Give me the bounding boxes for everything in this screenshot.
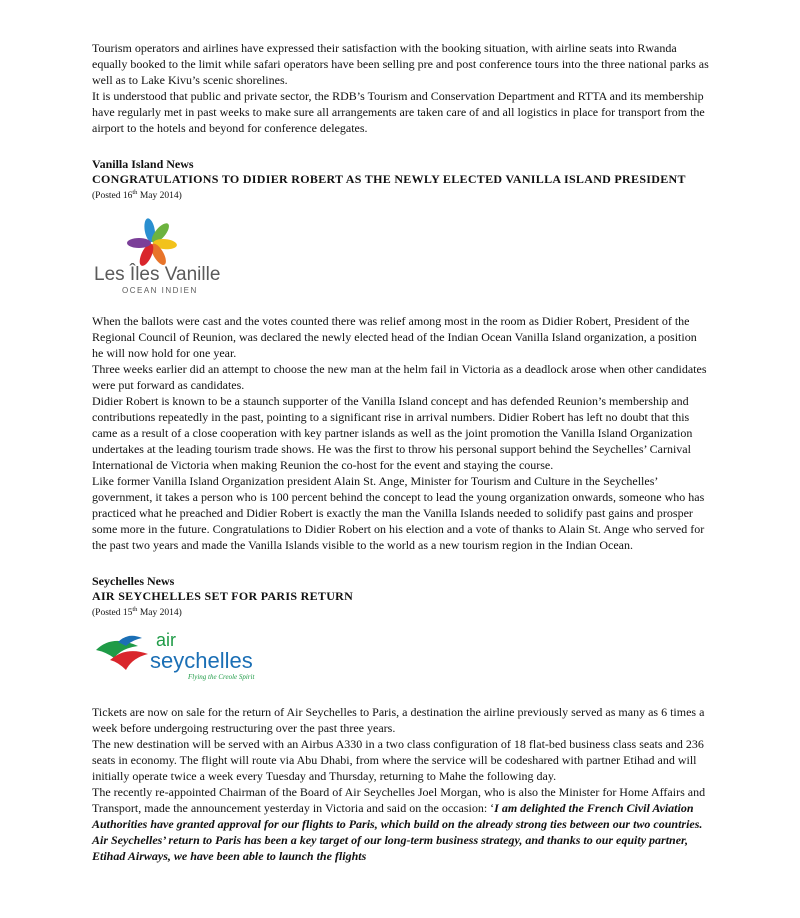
seychelles-article	[92, 573, 710, 864]
svg-text:Les Îles Vanille: Les Îles Vanille	[94, 264, 221, 286]
quoted-statement: I am delighted the French Civil Aviation Authorities have granted approval for our flights to Paris, which build on the already strong ties between our two countries. Air Seychelles’ return to Paris has been a key target of our long-term business strategy, and thanks to our equity partner, Etihad Airways, we have been able to launch the flights	[92, 801, 703, 864]
air-seychelles-logo	[92, 624, 292, 682]
section-label: Seychelles News	[92, 574, 175, 589]
vanilla-paragraph-2: Three weeks earlier did an attempt to choose the new man at the helm fail in Victoria as a deadlock arose when other candidates were put forward as candidates.	[92, 362, 707, 393]
svg-text:Flying the Creole Spirit: Flying the Creole Spirit	[188, 673, 255, 682]
article-headline: AIR SEYCHELLES SET FOR PARIS RETURN	[92, 589, 354, 604]
seychelles-paragraph-3: The recently re-appointed Chairman of the Board of Air Seychelles Joel Morgan, who is also the Minister for Home Affairs and Transport, made the announcement yesterday in Victoria and said on the occasion: ‘I am delighted the French Civil Aviation Authorities have granted approval for our flights to Paris, which build on the already strong ties between our two countries. Air Seychelles’ return to Paris has been a key target of our long-term business strategy, and thanks to our equity partner, Etihad Airways, we have been able to launch the flights	[92, 785, 706, 864]
svg-text:OCEAN INDIEN: OCEAN INDIEN	[122, 286, 198, 296]
seychelles-paragraph-1: Tickets are now on sale for the return of Air Seychelles to Paris, a destination the airline previously served as many as 6 times a week before undergoing restructuring over the past three years.	[92, 705, 705, 736]
section-label: Vanilla Island News	[92, 157, 194, 171]
vanilla-paragraph-4: Like former Vanilla Island Organization president Alain St. Ange, Minister for Tourism and Culture in the Seychelles’ government, it takes a person who is 100 percent behind the concept to lead the young organization onwards, someone who has practiced what he preached and Didier Robert is exactly the man the Vanilla Islands needed to solidify past gains and prosper some more in the future. Congratulations to Didier Robert on his election and a vote of thanks to Alain St. Ange who served for the past two years and made the Vanilla Islands visible to the world as a new tourism region in the Indian Ocean.	[92, 474, 705, 553]
vanilla-paragraph-3: Didier Robert is known to be a staunch supporter of the Vanilla Island concept and has defended Reunion’s membership and contributions repeatedly in the past, pointing to a significant rise in arrival numbers. Didier Robert has left no doubt that this came as a result of a close cooperation with key partner islands as well as the joint promotion the Vanilla Island Organization undertakes at the leading tourism trade shows. He was the first to throw his personal support behind the Seychelles’ Carnival International de Victoria when making Reunion the co-host for the event and staying the course.	[92, 394, 693, 473]
article-headline: CONGRATULATIONS TO DIDIER ROBERT AS THE NEWLY ELECTED VANILLA ISLAND PRESIDENT	[92, 172, 686, 186]
document-page	[92, 40, 710, 864]
seychelles-paragraph-2: The new destination will be served with an Airbus A330 in a two class configuration of 18 flat-bed business class seats and 236 seats in economy. The flight will route via Abu Dhabi, from where the service will be codeshared with partner Etihad and will initially operate twice a week every Tuesday and Thursday, returning to Mahe the following day.	[92, 737, 704, 784]
vanilla-paragraph-1: When the ballots were cast and the votes counted there was relief among most in the room as Didier Robert, President of the Regional Council of Reunion, was declared the newly elected head of the Indian Ocean Vanilla Island organization, a position he will now hold for one year.	[92, 314, 697, 361]
intro-paragraph-1: Tourism operators and airlines have expressed their satisfaction with the booking situation, with airline seats into Rwanda equally booked to the limit while safari operators have been selling pre and post conference tours into the three national parks as well as to Lake Kivu’s scenic shorelines.	[92, 41, 709, 87]
svg-text:air: air	[156, 630, 177, 651]
les-iles-vanille-logo	[92, 213, 252, 301]
posted-date: (Posted 15th May 2014)	[92, 606, 182, 619]
svg-text:seychelles: seychelles	[150, 648, 253, 674]
vanilla-article	[92, 156, 710, 553]
posted-date: (Posted 16th May 2014)	[92, 189, 182, 202]
intro-paragraph-2: It is understood that public and private sector, the RDB’s Tourism and Conservation Department and RTTA and its membership have regularly met in past weeks to make sure all arrangements are taken care of and all logistics in place for transport from the airport to the hotels and beyond for conference delegates.	[92, 89, 705, 135]
